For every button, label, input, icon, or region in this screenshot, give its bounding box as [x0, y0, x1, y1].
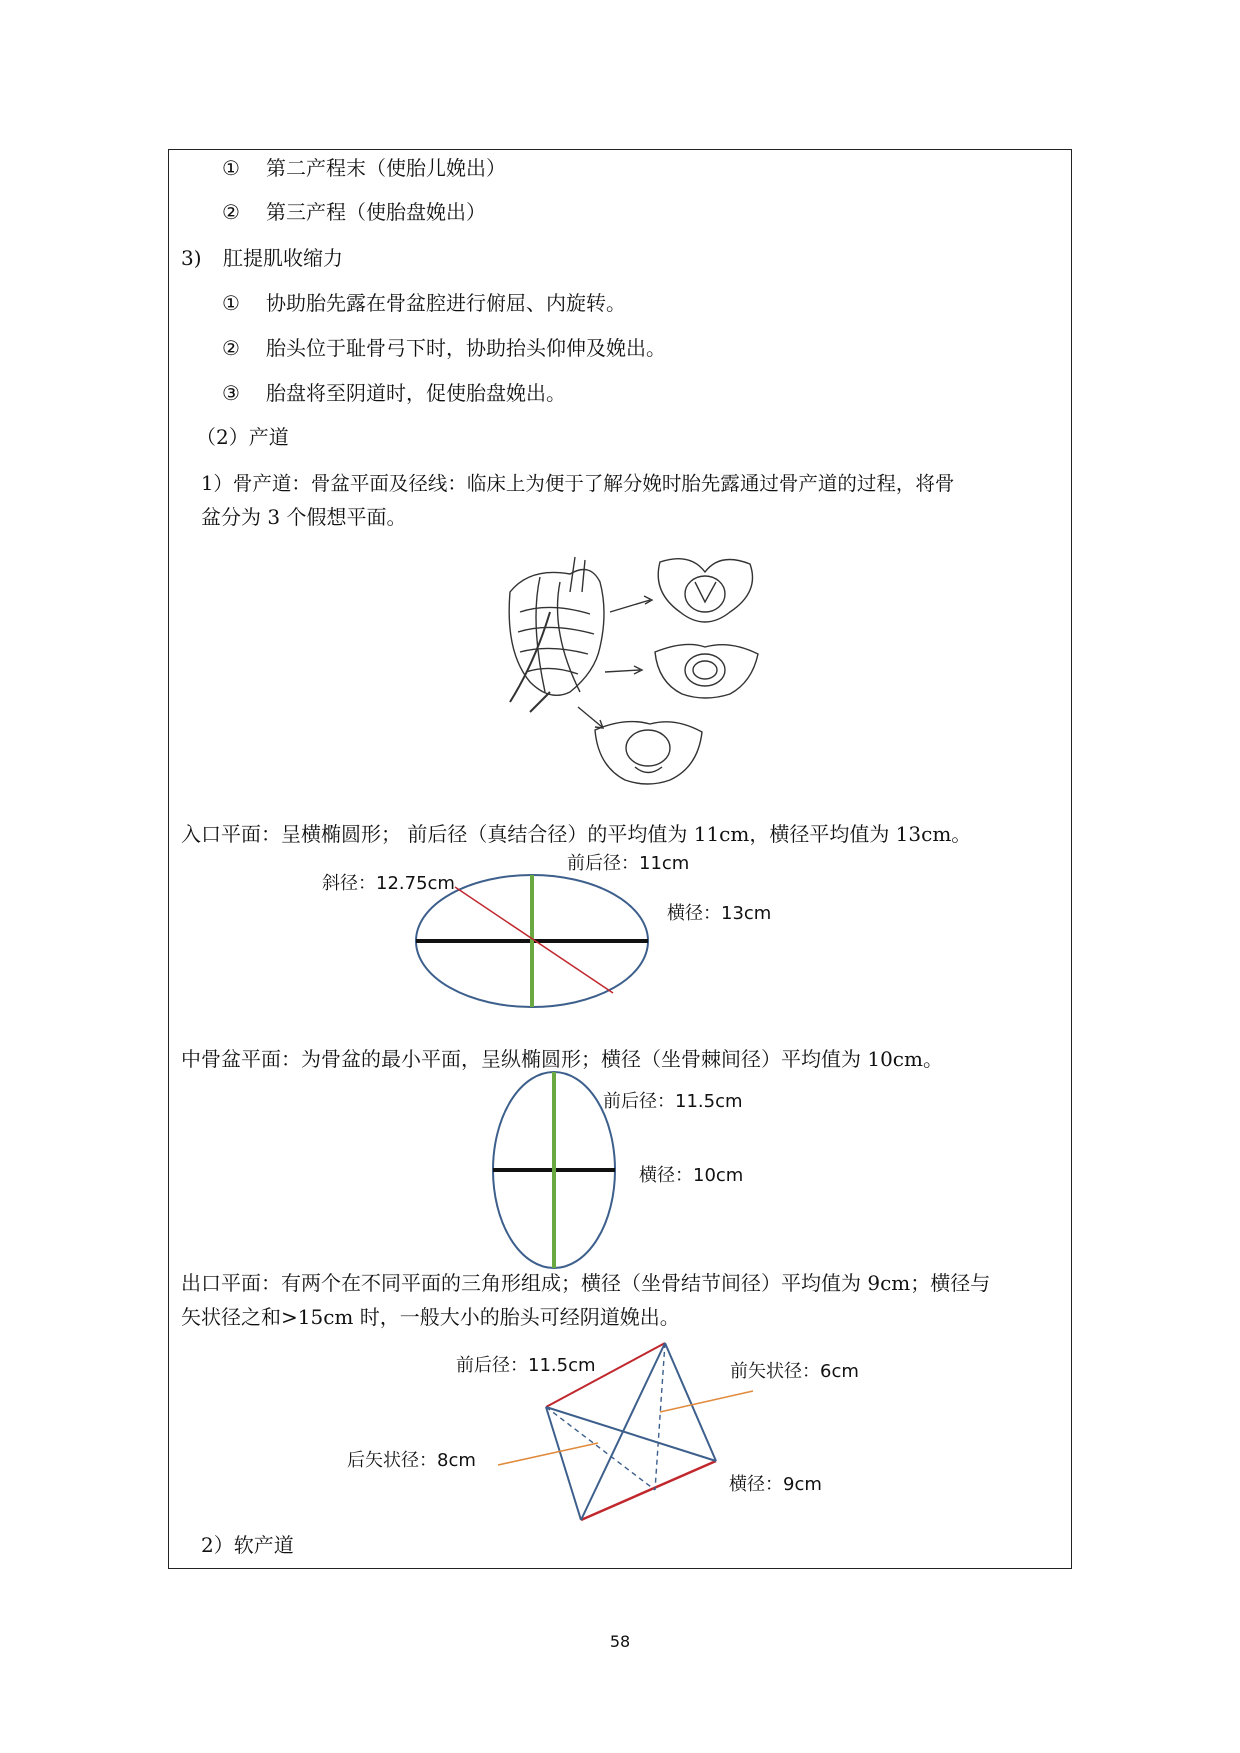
inlet-oblique-label: 斜径：12.75cm: [322, 873, 455, 894]
outlet-anterior-sagittal-label: 前矢状径：6cm: [730, 1361, 859, 1382]
section-num: 3): [181, 246, 202, 270]
list-item: 胎盘将至阴道时，促使胎盘娩出。: [266, 381, 566, 405]
list-num: ②: [222, 336, 240, 360]
section-heading: 肛提肌收缩力: [223, 246, 343, 270]
paragraph-line: 1）骨产道：骨盆平面及径线：临床上为便于了解分娩时胎先露通过骨产道的过程，将骨: [201, 472, 955, 495]
inlet-description: 入口平面：呈横椭圆形； 前后径（真结合径）的平均值为 11cm，横径平均值为 13cm。: [181, 822, 972, 846]
mid-ap-label: 前后径：11.5cm: [603, 1091, 743, 1112]
inlet-ap-label: 前后径：11cm: [567, 853, 690, 874]
paragraph-line: 盆分为 3 个假想平面。: [201, 505, 407, 529]
list-item: 协助胎先露在骨盆腔进行俯屈、内旋转。: [266, 291, 626, 315]
list-item: 第二产程末（使胎儿娩出）: [266, 156, 506, 180]
list-num: ①: [222, 291, 240, 315]
page-number: 58: [609, 1632, 631, 1651]
list-item: 胎头位于耻骨弓下时，协助抬头仰伸及娩出。: [266, 336, 666, 360]
outlet-description-line-1: 出口平面：有两个在不同平面的三角形组成；横径（坐骨结节间径）平均值为 9cm；横径与: [181, 1271, 991, 1295]
list-item: 第三产程（使胎盘娩出）: [266, 200, 486, 224]
outlet-posterior-sagittal-label: 后矢状径：8cm: [347, 1450, 476, 1471]
outlet-ap-label: 前后径：11.5cm: [456, 1355, 596, 1376]
list-num: ①: [222, 156, 240, 180]
soft-canal-heading: 2）软产道: [201, 1533, 294, 1557]
list-num: ②: [222, 200, 240, 224]
mid-description: 中骨盆平面：为骨盆的最小平面，呈纵椭圆形；横径（坐骨棘间径）平均值为 10cm。: [181, 1047, 943, 1071]
section-heading: （2）产道: [196, 425, 289, 449]
outlet-description-line-2: 矢状径之和>15cm 时，一般大小的胎头可经阴道娩出。: [181, 1305, 680, 1329]
mid-transverse-label: 横径：10cm: [639, 1165, 744, 1186]
outlet-transverse-label: 横径：9cm: [729, 1474, 822, 1495]
list-num: ③: [222, 381, 240, 405]
inlet-transverse-label: 横径：13cm: [667, 903, 772, 924]
